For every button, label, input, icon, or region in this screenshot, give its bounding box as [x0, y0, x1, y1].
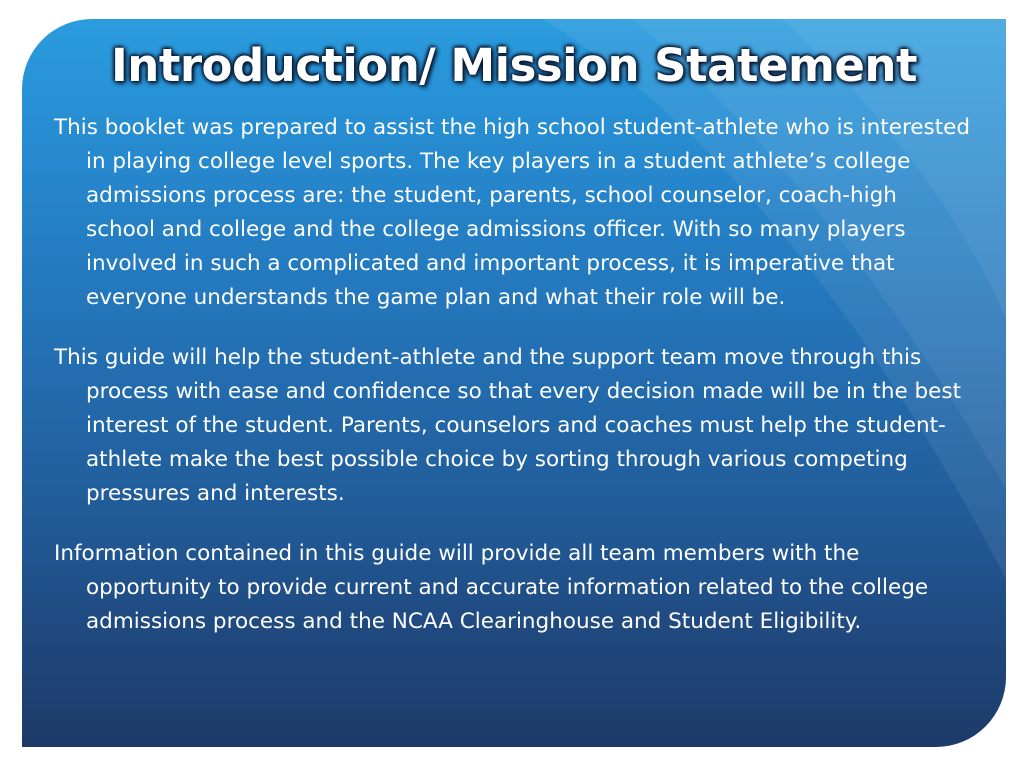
slide: [22, 19, 1006, 747]
paragraph-guide: This guide will help the student-athlete and the support team move through this process with ease and confidence so that every decision made will be in the best interest of the student. Parents, counselors and coaches must help the student-athlete make the best possible choice by sorting through various competing pressures and interests.: [54, 345, 962, 506]
slide-body: [54, 111, 972, 665]
slide-title: Introduction/ Mission Statement: [111, 39, 917, 92]
paragraph-information: Information contained in this guide will provide all team members with the opportunity to provide current and accurate information related to the college admissions process and the NCAA Clearinghouse and Student Eligibility.: [54, 541, 929, 634]
paragraph-intro: This booklet was prepared to assist the high school student-athlete who is interested in playing college level sports. The key players in a student athlete’s college admissions process are: the student, parents, school counselor, coach-high school and college and the college admissions officer. With so many players involved in such a complicated and important process, it is imperative that everyone understands the game plan and what their role will be.: [54, 115, 971, 310]
